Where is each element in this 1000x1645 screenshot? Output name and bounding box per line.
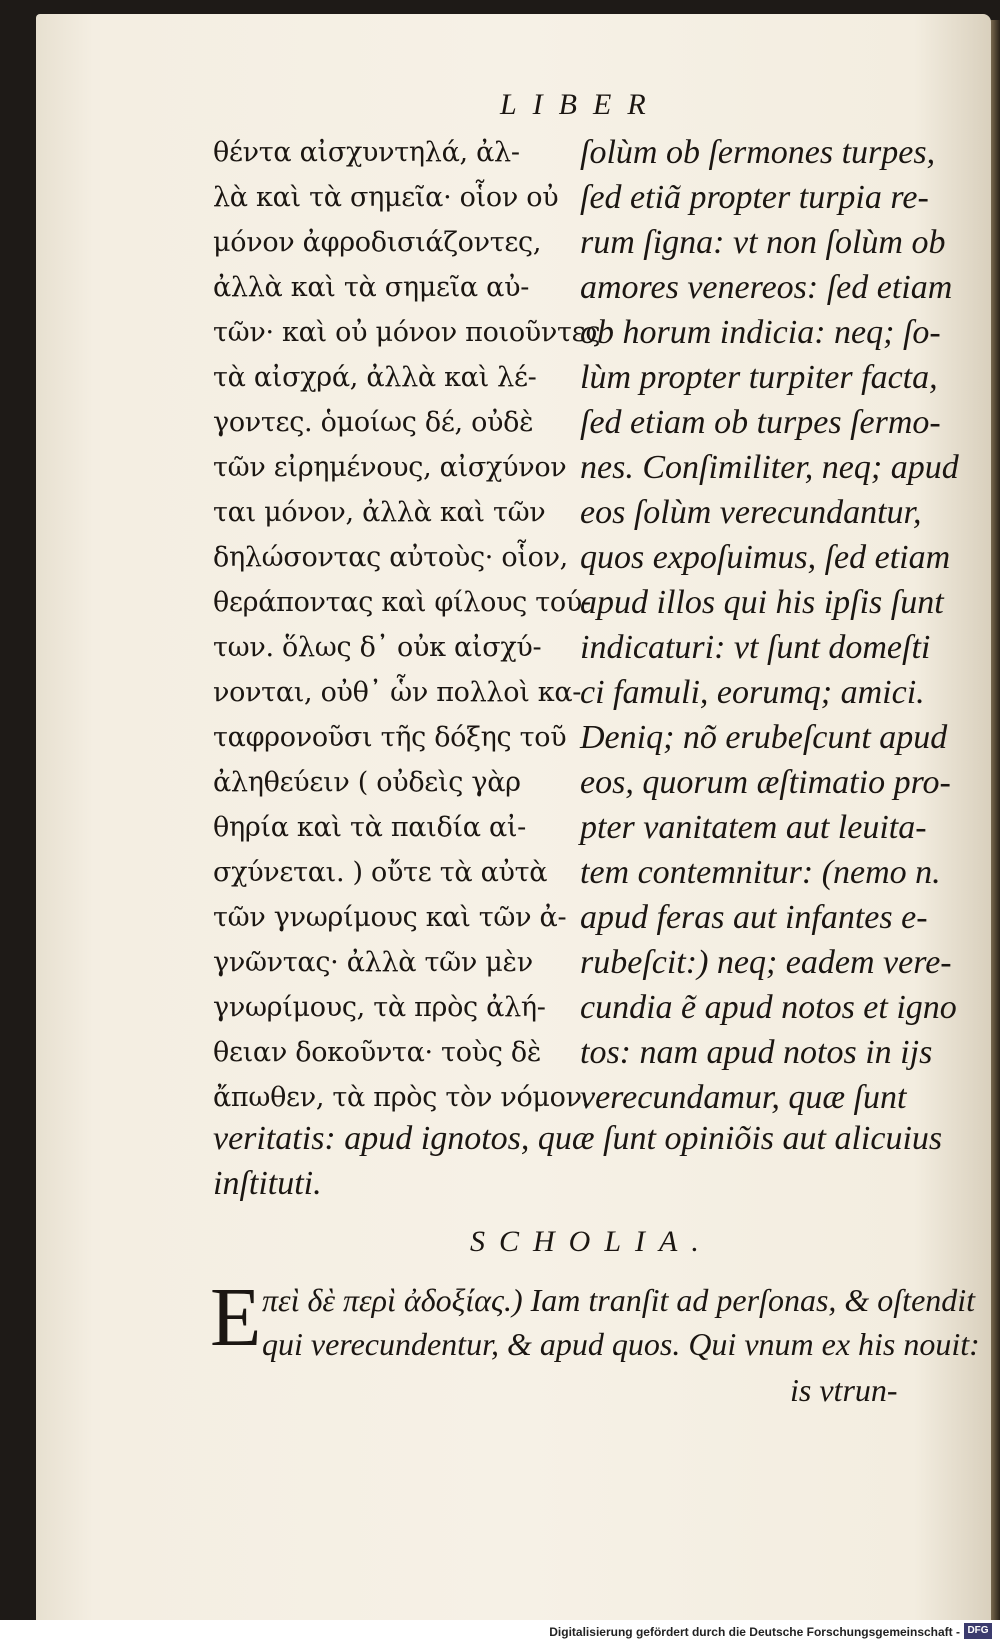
latin-line: lùm propter turpiter facta, [580, 359, 938, 396]
full-width-line: veritatis: apud ignotos, quæ ſunt opiniõis aut alicuius [213, 1120, 943, 1157]
latin-line: Deniq; nõ erubeſcunt apud [580, 719, 948, 756]
scholia-heading: SCHOLIA. [470, 1225, 713, 1258]
latin-line: eos, quorum æſtimatio pro- [580, 764, 951, 801]
catchword: is vtrun- [790, 1372, 898, 1408]
latin-line: ſolùm ob ſermones turpes, [580, 134, 936, 171]
latin-line: tem contemnitur: (nemo n. [580, 854, 941, 891]
latin-line: tos: nam apud notos in ijs [580, 1034, 933, 1071]
greek-line: τὰ αἰσχρά, ἀλλὰ καὶ λέ- [213, 362, 537, 393]
greek-line: νονται, οὐθ᾽ ὧν πολλοὶ κα- [213, 677, 582, 708]
latin-line: ſed etiã propter turpia re- [580, 179, 929, 216]
drop-initial: E [210, 1271, 262, 1364]
latin-line: apud illos qui his ipſis ſunt [580, 584, 944, 621]
scholia-line: πεὶ δὲ περὶ ἀδοξίας.) Iam tranſit ad perſonas, & oſtendit [262, 1282, 976, 1318]
greek-line: θεράποντας καὶ φίλους τού- [213, 587, 591, 618]
latin-line: pter vanitatem aut leuita- [580, 809, 927, 846]
greek-line: ται μόνον, ἀλλὰ καὶ τῶν [213, 497, 546, 528]
greek-line: τῶν· καὶ οὐ μόνον ποιοῦντες [213, 317, 601, 348]
greek-line: δηλώσοντας αὐτοὺς· οἷον, [213, 542, 568, 573]
latin-line: eos ſolùm verecundantur, [580, 494, 922, 531]
latin-line: rubeſcit:) neq; eadem vere- [580, 944, 952, 981]
greek-line: τῶν εἰρημένους, αἰσχύνον [213, 452, 567, 483]
greek-column [213, 130, 601, 1120]
latin-line: ci famuli, eorumq; amici. [580, 674, 925, 711]
latin-column [580, 130, 959, 1120]
greek-line: γνωρίμους, τὰ πρὸς ἀλή- [213, 992, 546, 1023]
greek-line: των. ὅλως δ᾽ οὐκ αἰσχύ- [213, 632, 542, 663]
latin-line: quos expoſuimus, ſed etiam [580, 539, 951, 576]
latin-line: cundia ẽ apud notos et igno [580, 989, 957, 1026]
greek-line: ἀλλὰ καὶ τὰ σημεῖα αὐ- [213, 272, 530, 303]
full-width-line: inſtituti. [213, 1165, 322, 1202]
greek-line: θηρία καὶ τὰ παιδία αἰ- [213, 812, 527, 843]
latin-line: indicaturi: vt ſunt domeſti [580, 629, 931, 666]
latin-line: nes. Conſimiliter, neq; apud [580, 449, 959, 486]
scholia-line: qui verecundentur, & apud quos. Qui vnum ex his nouit: [262, 1326, 980, 1362]
greek-line: γοντες. ὁμοίως δέ, οὐδὲ [213, 407, 534, 438]
latin-line: apud feras aut infantes e- [580, 899, 928, 936]
greek-line: μόνον ἀφροδισιάζοντες, [213, 227, 542, 258]
latin-line: amores venereos: ſed etiam [580, 269, 953, 306]
greek-line: λὰ καὶ τὰ σημεῖα· οἷον οὐ [213, 182, 559, 213]
running-head: LIBER [500, 88, 662, 121]
latin-line: ſed etiam ob turpes ſermo- [580, 404, 941, 441]
greek-line: ἀληθεύειν ( οὐδεὶς γὰρ [213, 767, 521, 798]
greek-line: τῶν γνωρίμους καὶ τῶν ἀ- [213, 902, 567, 933]
latin-line: ob horum indicia: neq; ſo- [580, 314, 941, 351]
latin-line: rum ſigna: vt non ſolùm ob [580, 224, 946, 261]
latin-line: verecundamur, quæ ſunt [580, 1079, 907, 1116]
greek-line: θέντα αἰσχυντηλά, ἀλ- [213, 137, 520, 168]
greek-line: σχύνεται. ) οὔτε τὰ αὐτὰ [213, 857, 548, 888]
footer-credit: Digitalisierung gefördert durch die Deutsche Forschungsgemeinschaft - [549, 1625, 960, 1639]
greek-line: ἄπωθεν, τὰ πρὸς τὸν νόμον. [213, 1082, 591, 1113]
greek-line: ταφρονοῦσι τῆς δόξης τοῦ [213, 722, 567, 753]
greek-line: θειαν δοκοῦντα· τοὺς δὲ [213, 1037, 542, 1068]
dfg-logo: DFG [964, 1623, 992, 1639]
greek-line: γνῶντας· ἀλλὰ τῶν μὲν [213, 947, 533, 978]
